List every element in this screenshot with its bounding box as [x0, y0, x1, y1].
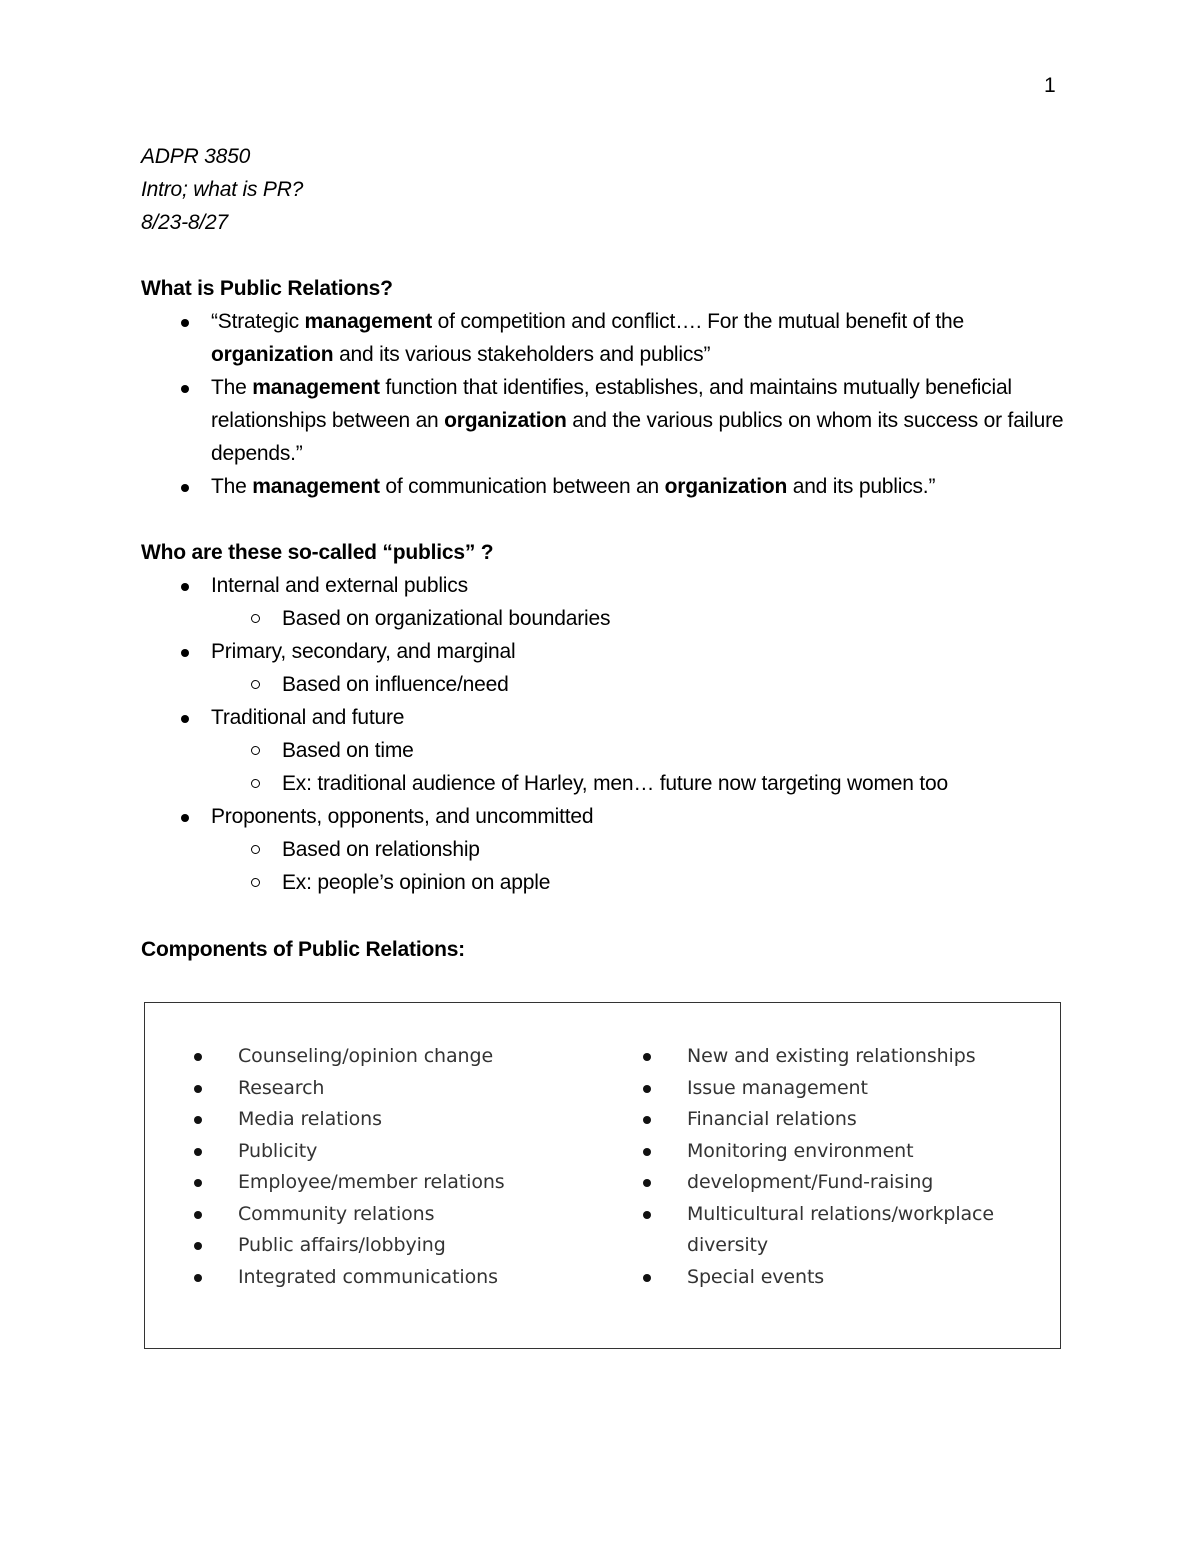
list-item: The management of communication between an organization and its publics.” [141, 470, 1071, 503]
sub-list-item: Based on time [211, 734, 1071, 767]
sub-list-item: Based on influence/need [211, 668, 1071, 701]
list-item: Research [190, 1073, 610, 1105]
list-item: The management function that identifies, establishes, and maintains mutually beneficial relationships between an organization and the various publics on whom its success or failure depends.” [141, 371, 1071, 470]
list-item: Issue management [639, 1073, 1039, 1105]
components-left-column [190, 1041, 610, 1293]
list-item: Community relations [190, 1199, 610, 1231]
list-item: Primary, secondary, and marginal Based on influence/need [141, 635, 1071, 701]
sub-list-item: Based on relationship [211, 833, 1071, 866]
list-item: Employee/member relations [190, 1167, 610, 1199]
definition-list [141, 305, 1071, 503]
list-item: Proponents, opponents, and uncommitted Based on relationship Ex: people’s opinion on apple [141, 800, 1071, 899]
section-heading: Who are these so-called “publics” ? [141, 541, 494, 564]
list-item: Public affairs/lobbying [190, 1230, 610, 1262]
list-item: “Strategic management of competition and conflict…. For the mutual benefit of the organization and its various stakeholders and publics” [141, 305, 1071, 371]
list-item: Integrated communications [190, 1262, 610, 1294]
section-components [141, 933, 1071, 966]
lecture-topic: Intro; what is PR? [141, 178, 304, 201]
list-item: development/Fund-raising [639, 1167, 1039, 1199]
components-right-column [639, 1041, 1039, 1293]
sub-list-item: Based on organizational boundaries [211, 602, 1071, 635]
sub-list-item: Ex: people’s opinion on apple [211, 866, 1071, 899]
list-item: New and existing relationships [639, 1041, 1039, 1073]
components-figure [144, 1002, 1061, 1349]
course-code: ADPR 3850 [141, 145, 251, 168]
list-item: Financial relations [639, 1104, 1039, 1136]
list-item: Internal and external publics Based on organizational boundaries [141, 569, 1071, 635]
section-publics [141, 536, 1071, 899]
document-header [141, 140, 303, 239]
section-heading: Components of Public Relations: [141, 938, 465, 961]
list-item: Counseling/opinion change [190, 1041, 610, 1073]
sub-list-item: Ex: traditional audience of Harley, men… future now targeting women too [211, 767, 1071, 800]
page-number: 1 [1044, 74, 1056, 97]
list-item: Publicity [190, 1136, 610, 1168]
section-heading: What is Public Relations? [141, 277, 393, 300]
list-item: Multicultural relations/workplace diversity [639, 1199, 1039, 1262]
list-item: Traditional and future Based on time Ex: traditional audience of Harley, men… future now targeting women too [141, 701, 1071, 800]
list-item: Monitoring environment [639, 1136, 1039, 1168]
publics-list [141, 569, 1071, 899]
lecture-dates: 8/23-8/27 [141, 211, 228, 234]
section-what-is-pr [141, 272, 1071, 503]
list-item: Media relations [190, 1104, 610, 1136]
list-item: Special events [639, 1262, 1039, 1294]
